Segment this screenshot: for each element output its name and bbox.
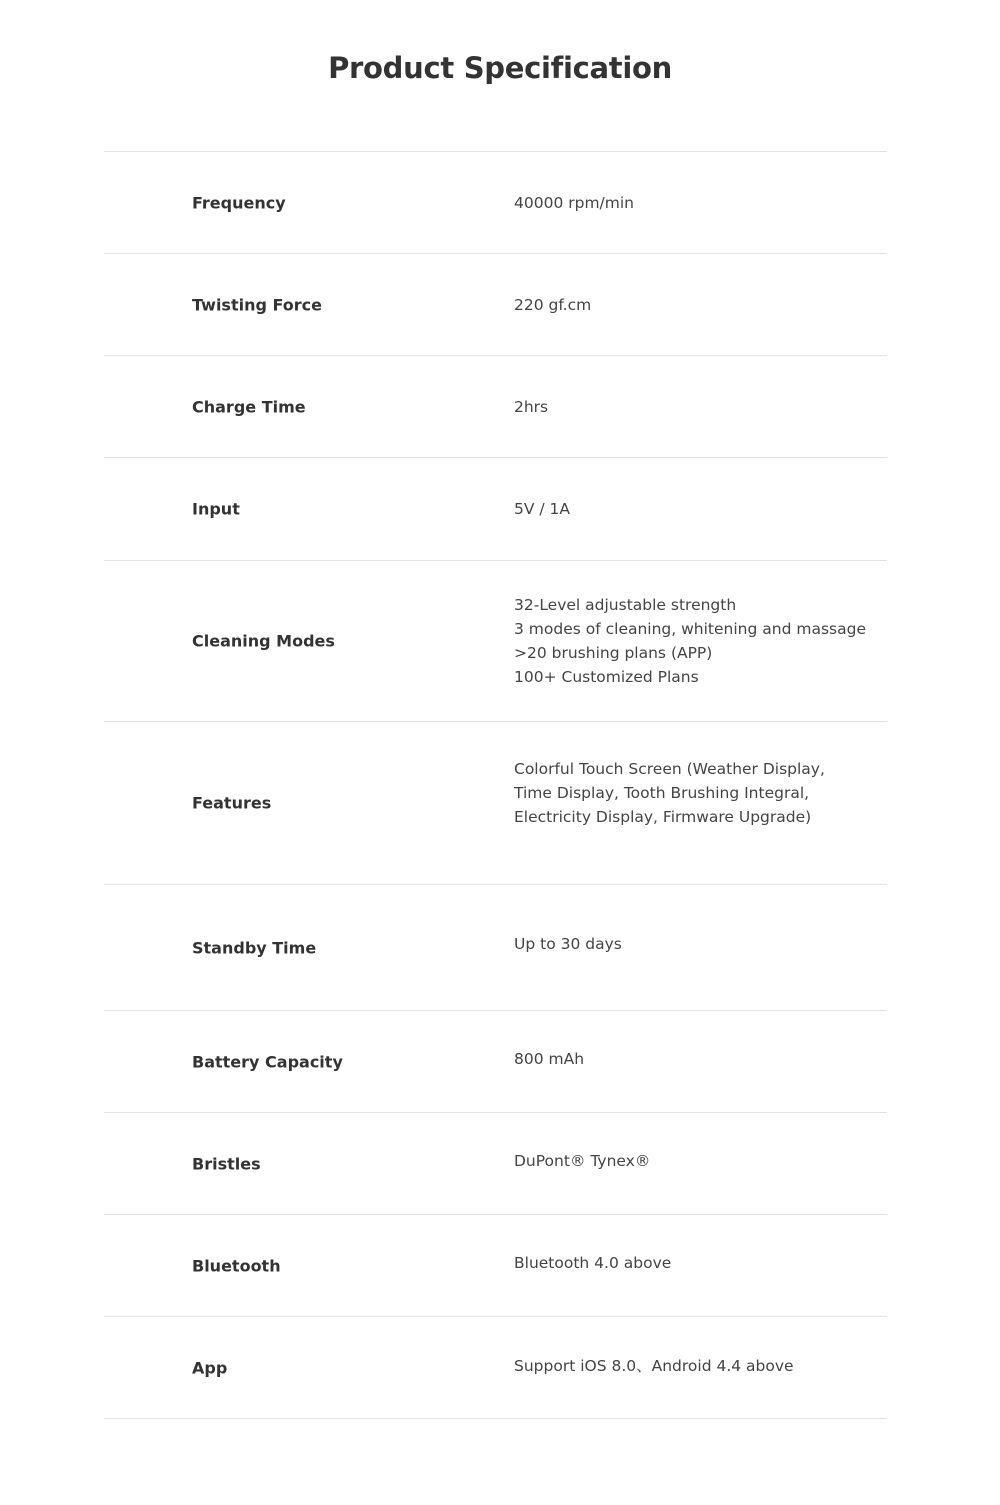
spec-value: 2hrs — [514, 397, 549, 416]
spec-row-cleaning-modes — [104, 561, 887, 722]
spec-row-app — [104, 1317, 887, 1419]
spec-value: Colorful Touch Screen (Weather Display, Time Display, Tooth Brushing Integral, Electricity Display, Firmware Upgrade) — [514, 760, 825, 826]
spec-value: DuPont® Tynex® — [514, 1151, 651, 1170]
spec-label: Battery Capacity — [192, 1052, 343, 1071]
spec-label: Features — [192, 793, 272, 813]
spec-label: Bluetooth — [192, 1256, 281, 1275]
spec-row-charge-time — [104, 356, 887, 458]
spec-row-standby-time — [104, 885, 887, 1011]
spec-label: Frequency — [192, 193, 286, 212]
spec-label: Standby Time — [192, 938, 317, 957]
spec-row-features — [104, 722, 887, 885]
spec-value: 220 gf.cm — [514, 295, 592, 314]
spec-label: Twisting Force — [192, 295, 322, 314]
spec-label: Bristles — [192, 1154, 261, 1173]
spec-row-twisting-force — [104, 254, 887, 356]
spec-value: Support iOS 8.0、Android 4.4 above — [514, 1356, 794, 1375]
page-title: Product Specification — [328, 51, 672, 85]
spec-label: Charge Time — [192, 397, 306, 416]
spec-label: Cleaning Modes — [192, 631, 335, 651]
spec-row-input — [104, 458, 887, 561]
spec-value: Up to 30 days — [514, 934, 622, 953]
spec-row-bluetooth — [104, 1215, 887, 1317]
spec-row-bristles — [104, 1113, 887, 1215]
spec-value: 32-Level adjustable strength 3 modes of cleaning, whitening and massage >20 brushing plans (APP) 100+ Customized Plans — [514, 596, 866, 686]
spec-value: 5V / 1A — [514, 500, 571, 518]
spec-value: Bluetooth 4.0 above — [514, 1253, 672, 1272]
spec-row-frequency — [104, 152, 887, 254]
spec-label: Input — [192, 499, 240, 519]
spec-row-battery-capacity — [104, 1011, 887, 1113]
spec-value: 40000 rpm/min — [514, 193, 634, 212]
spec-value: 800 mAh — [514, 1049, 585, 1068]
spec-table — [104, 151, 887, 1419]
spec-label: App — [192, 1358, 228, 1377]
